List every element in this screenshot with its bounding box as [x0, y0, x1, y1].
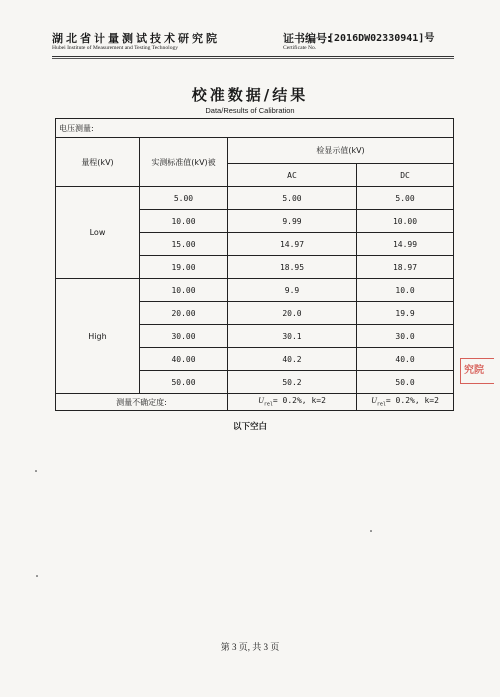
header-standard-value: 实测标准值(kV)被: [140, 138, 228, 187]
table-cell-ac: 9.9: [228, 279, 357, 302]
table-cell-ac: 30.1: [228, 325, 357, 348]
red-seal-stamp: 究院: [460, 358, 494, 384]
institute-name-en: Hubei Institute of Measurement and Testing Technology: [52, 45, 179, 51]
certificate-label-cn: 证书编号:: [283, 32, 332, 45]
table-cell-dc: 5.00: [357, 187, 454, 210]
certificate-number: [2016DW02330941]号: [328, 33, 435, 44]
table-cell-ac: 5.00: [228, 187, 357, 210]
table-cell-std: 30.00: [140, 325, 228, 348]
table-cell-std: 19.00: [140, 256, 228, 279]
table-cell-dc: 30.0: [357, 325, 454, 348]
institute-name-cn: 湖北省计量测试技术研究院: [52, 32, 220, 45]
table-cell-std: 10.00: [140, 279, 228, 302]
header-ac: AC: [228, 164, 357, 187]
page-title-cn: 校准数据/结果: [191, 86, 309, 104]
table-cell-std: 20.00: [140, 302, 228, 325]
range-low: Low: [56, 187, 140, 279]
table-cell-ac: 40.2: [228, 348, 357, 371]
table-cell-ac: 20.0: [228, 302, 357, 325]
table-cell-dc: 19.9: [357, 302, 454, 325]
range-high: High: [56, 279, 140, 394]
uncertainty-ac-sub: rel: [263, 401, 273, 408]
header-rule-thin: [52, 58, 454, 59]
table-cell-dc: 14.99: [357, 233, 454, 256]
scan-speck: [36, 575, 38, 577]
table-cell-ac: 14.97: [228, 233, 357, 256]
table-cell-ac: 50.2: [228, 371, 357, 394]
table-cell-dc: 10.0: [357, 279, 454, 302]
uncertainty-dc: [357, 394, 454, 411]
header-dc: DC: [357, 164, 454, 187]
table-cell-std: 50.00: [140, 371, 228, 394]
table-cell-ac: 18.95: [228, 256, 357, 279]
uncertainty-label: 测量不确定度:: [56, 394, 228, 411]
header-display-value: 检显示值(kV): [228, 138, 454, 164]
table-cell-dc: 18.97: [357, 256, 454, 279]
uncertainty-dc-value: = 0.2%, k=2: [385, 396, 439, 406]
header-range: 量程(kV): [56, 138, 140, 187]
scan-speck: [35, 470, 37, 472]
table-cell-std: 15.00: [140, 233, 228, 256]
header-rule: [52, 56, 454, 57]
page-title-en: Data/Results of Calibration: [205, 106, 295, 115]
calibration-table: [55, 118, 454, 411]
uncertainty-dc-sub: rel: [376, 401, 386, 408]
table-cell-dc: 40.0: [357, 348, 454, 371]
table-cell-std: 5.00: [140, 187, 228, 210]
uncertainty-ac-value: = 0.2%, k=2: [272, 396, 326, 406]
table-cell-dc: 50.0: [357, 371, 454, 394]
uncertainty-dc-symbol: U: [371, 396, 377, 406]
table-cell-std: 40.00: [140, 348, 228, 371]
section-label: 电压测量:: [56, 119, 454, 138]
scan-speck: [370, 530, 372, 532]
table-cell-std: 10.00: [140, 210, 228, 233]
blank-below-note: 以下空白: [232, 422, 267, 432]
table-cell-dc: 10.00: [357, 210, 454, 233]
uncertainty-ac-symbol: U: [258, 396, 264, 406]
table-cell-ac: 9.99: [228, 210, 357, 233]
uncertainty-ac: [228, 394, 357, 411]
certificate-label-en: Certificate No.: [283, 45, 317, 51]
page-number: 第 3 页, 共 3 页: [220, 642, 280, 652]
